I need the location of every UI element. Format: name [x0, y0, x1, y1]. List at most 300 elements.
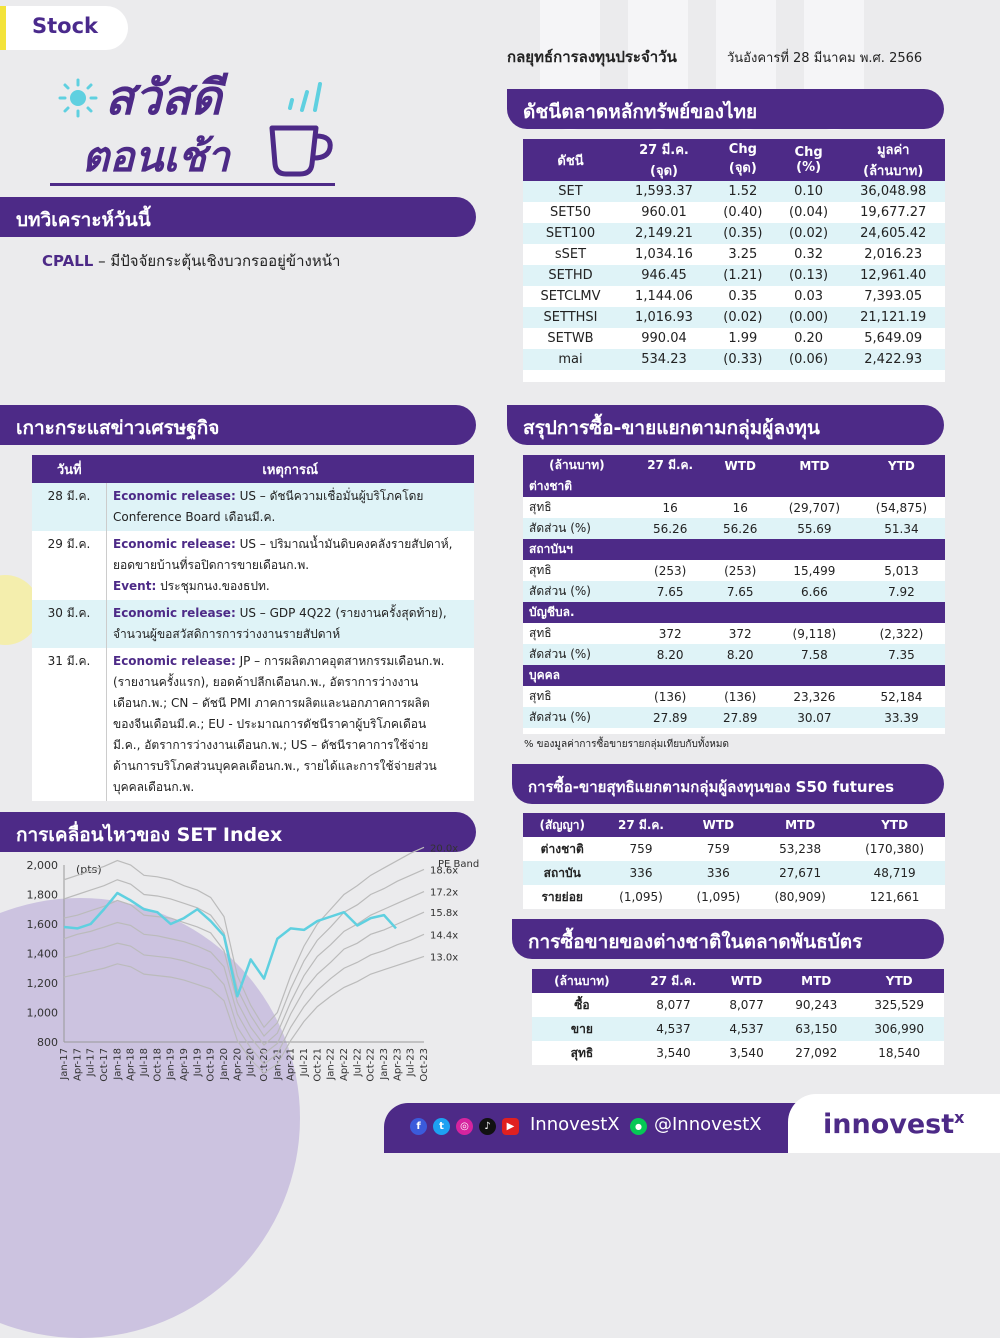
- table-cell: (0.02): [710, 307, 776, 328]
- table-cell: ซื้อ: [532, 993, 632, 1017]
- table-cell: SETWB: [523, 328, 618, 349]
- news-table: [32, 455, 474, 801]
- news-text: US – ปริมาณน้ำมันดิบคงคลังรายสัปดาห์,: [235, 537, 453, 551]
- news-row: [32, 531, 474, 600]
- thai-index-col: [841, 139, 945, 181]
- greeting-underline: [50, 183, 335, 186]
- table-cell: 2,422.93: [841, 349, 945, 370]
- table-cell: 8.20: [631, 644, 710, 665]
- flows-group-name: บัญชีบล.: [523, 602, 945, 623]
- table-cell: 960.01: [618, 202, 710, 223]
- pe-band-label: 15.8x: [430, 908, 459, 920]
- x-tick-label: Oct-17: [99, 1048, 110, 1082]
- set-index-chart: [14, 843, 494, 1095]
- x-tick-label: Apr-22: [339, 1048, 350, 1081]
- news-text: มี.ค., อัตราการว่างงานเดือนก.พ.; US – ดัชนีราคาการใช้จ่าย: [113, 738, 429, 752]
- table-cell: (136): [631, 686, 710, 707]
- news-event: [107, 531, 475, 600]
- table-cell: 56.26: [631, 518, 710, 539]
- table-cell: (2,322): [858, 623, 945, 644]
- table-cell: SETTHSI: [523, 307, 618, 328]
- thai-index-col-line1: Chg: [794, 145, 823, 160]
- x-tick-label: Jul-22: [352, 1048, 364, 1077]
- bonds-header-row: [532, 969, 944, 993]
- table-cell: 19,677.27: [841, 202, 945, 223]
- pe-band-line: [64, 934, 424, 1064]
- x-tick-label: Apr-17: [72, 1048, 84, 1081]
- table-cell: รายย่อย: [523, 885, 601, 909]
- news-text: ของจีนเดือนมี.ค.; EU - ประมาณการดัชนีราคาผู้บริโภคเดือน: [113, 717, 427, 731]
- pe-band-label: 13.0x: [430, 952, 459, 964]
- x-tick-label: Oct-20: [259, 1048, 270, 1082]
- news-text: ด้านการบริโภคส่วนบุคคลเดือนก.พ., รายได้และการใช้จ่ายส่วน: [113, 759, 437, 773]
- table-cell: 7.65: [631, 581, 710, 602]
- news-date: 30 มี.ค.: [32, 600, 107, 648]
- news-line: [113, 777, 468, 798]
- news-text: Conference Board เดือนมี.ค.: [113, 510, 276, 524]
- table-row: [532, 993, 944, 1017]
- news-text: ยอดขายบ้านที่รอปิดการขายเดือนก.พ.: [113, 558, 310, 572]
- table-cell: สุทธิ: [523, 497, 631, 518]
- table-row: [523, 223, 945, 244]
- table-cell: (1,095): [681, 885, 757, 909]
- table-cell: 3,540: [632, 1041, 715, 1065]
- table-cell: sSET: [523, 244, 618, 265]
- news-keyword: Event:: [113, 579, 157, 593]
- thai-index-col-line1: 27 มี.ค.: [639, 143, 689, 158]
- table-cell: ต่างชาติ: [523, 837, 601, 861]
- table-cell: 12,961.40: [841, 265, 945, 286]
- table-cell: 336: [601, 861, 680, 885]
- news-date: 28 มี.ค.: [32, 483, 107, 531]
- flows-group-row: [523, 539, 945, 560]
- table-cell: (136): [710, 686, 771, 707]
- analysis-text: – มีปัจจัยกระตุ้นเชิงบวกรออยู่ข้างหน้า: [93, 252, 341, 270]
- table-row: [532, 1017, 944, 1041]
- x-tick-label: Jan-20: [219, 1048, 230, 1080]
- table-row: [523, 837, 945, 861]
- table-cell: 27.89: [710, 707, 771, 728]
- x-tick-label: Jul-20: [245, 1048, 257, 1077]
- x-tick-label: Jan-17: [59, 1048, 70, 1080]
- table-cell: สุทธิ: [523, 623, 631, 644]
- flows-group-name: ต่างชาติ: [523, 476, 945, 497]
- table-cell: 336: [681, 861, 757, 885]
- table-cell: 759: [681, 837, 757, 861]
- news-line: [113, 756, 468, 777]
- table-cell: (0.00): [776, 307, 842, 328]
- table-cell: 7.92: [858, 581, 945, 602]
- futures-header-row: [523, 813, 945, 837]
- news-card: [32, 455, 474, 800]
- table-cell: 33.39: [858, 707, 945, 728]
- legend-title: PE Band: [438, 859, 480, 870]
- table-row: [523, 286, 945, 307]
- table-cell: สุทธิ: [532, 1041, 632, 1065]
- table-cell: สุทธิ: [523, 686, 631, 707]
- flows-col: YTD: [858, 455, 945, 476]
- futures-table: [523, 813, 945, 909]
- news-line: [113, 624, 468, 645]
- futures-col: WTD: [681, 813, 757, 837]
- table-cell: 15,499: [771, 560, 858, 581]
- table-cell: (0.40): [710, 202, 776, 223]
- header-date: วันอังคารที่ 28 มีนาคม พ.ศ. 2566: [727, 51, 923, 66]
- table-row: [523, 244, 945, 265]
- thai-index-col: [618, 139, 710, 181]
- x-tick-label: Apr-18: [125, 1048, 137, 1081]
- table-cell: 63,150: [778, 1017, 854, 1041]
- pe-band-line: [64, 912, 424, 1054]
- flows-row: [523, 707, 945, 728]
- table-row: [523, 328, 945, 349]
- table-cell: 27,092: [778, 1041, 854, 1065]
- facebook-icon[interactable]: f: [410, 1118, 427, 1135]
- table-cell: 8,077: [715, 993, 778, 1017]
- thai-index-col-line2: (จุด): [728, 161, 757, 176]
- table-cell: (0.02): [776, 223, 842, 244]
- news-line: [113, 603, 468, 624]
- table-cell: (1.21): [710, 265, 776, 286]
- youtube-icon[interactable]: ▶: [502, 1118, 519, 1135]
- news-date: 29 มี.ค.: [32, 531, 107, 600]
- news-title: เกาะกระแสข่าวเศรษฐกิจ: [0, 405, 476, 445]
- thai-index-col: [710, 139, 776, 181]
- table-cell: 51.34: [858, 518, 945, 539]
- y-tick-label: 1,800: [26, 888, 58, 902]
- bonds-col: 27 มี.ค.: [632, 969, 715, 993]
- flows-col: 27 มี.ค.: [631, 455, 710, 476]
- table-row: [523, 349, 945, 370]
- table-cell: 7.35: [858, 644, 945, 665]
- table-cell: 1,144.06: [618, 286, 710, 307]
- coffee-cup-icon: [268, 124, 340, 182]
- table-row: [532, 1041, 944, 1065]
- x-tick-label: Jan-22: [325, 1048, 337, 1080]
- innovestx-logo[interactable]: [823, 1108, 964, 1140]
- flows-group-name: สถาบันฯ: [523, 539, 945, 560]
- x-tick-label: Oct-22: [365, 1048, 377, 1082]
- thai-index-header-row: [523, 139, 945, 181]
- greeting-line1: สวัสดี: [105, 70, 222, 126]
- y-tick-label: 800: [37, 1036, 58, 1049]
- bonds-col: (ล้านบาท): [532, 969, 632, 993]
- table-cell: 7.58: [771, 644, 858, 665]
- thai-index-col-line1: ดัชนี: [557, 153, 584, 169]
- table-row: [523, 202, 945, 223]
- table-cell: 55.69: [771, 518, 858, 539]
- news-line: [113, 714, 468, 735]
- table-cell: (170,380): [844, 837, 945, 861]
- table-cell: สัดส่วน (%): [523, 581, 631, 602]
- bonds-card: [532, 969, 944, 1063]
- news-event: [107, 483, 475, 531]
- news-col-event: เหตุการณ์: [107, 455, 475, 483]
- table-cell: 36,048.98: [841, 181, 945, 202]
- flows-row: [523, 644, 945, 665]
- table-cell: (1,095): [601, 885, 680, 909]
- table-cell: 1.99: [710, 328, 776, 349]
- table-cell: 5,649.09: [841, 328, 945, 349]
- y-tick-label: 1,600: [26, 918, 58, 931]
- table-row: [523, 181, 945, 202]
- table-cell: (9,118): [771, 623, 858, 644]
- news-text: US – GDP 4Q22 (รายงานครั้งสุดท้าย),: [235, 606, 447, 620]
- table-cell: 53,238: [756, 837, 844, 861]
- table-cell: 1,034.16: [618, 244, 710, 265]
- table-cell: สัดส่วน (%): [523, 518, 631, 539]
- thai-index-table: [523, 139, 945, 370]
- flows-card: [523, 455, 945, 734]
- pe-band-label: 17.2x: [430, 887, 459, 899]
- table-cell: 306,990: [854, 1017, 944, 1041]
- pe-band-label: 14.4x: [430, 930, 459, 942]
- line-icon[interactable]: ●: [630, 1118, 647, 1135]
- thai-index-col-line1: มูลค่า: [876, 143, 910, 158]
- thai-index-card: [523, 139, 945, 382]
- news-text: เดือนก.พ.; CN – ดัชนี PMI ภาคการผลิตและนอกภาคการผลิต: [113, 696, 430, 710]
- table-cell: 0.03: [776, 286, 842, 307]
- news-keyword: Economic release:: [113, 489, 236, 503]
- table-cell: 23,326: [771, 686, 858, 707]
- x-tick-label: Jan-18: [112, 1048, 124, 1080]
- x-tick-label: Oct-23: [419, 1048, 430, 1082]
- table-cell: 21,121.19: [841, 307, 945, 328]
- x-tick-label: Apr-20: [232, 1048, 244, 1081]
- flows-col: MTD: [771, 455, 858, 476]
- pe-band-line: [64, 847, 424, 1027]
- analysis-ticker[interactable]: CPALL: [42, 252, 94, 270]
- table-cell: 7,393.05: [841, 286, 945, 307]
- thai-index-col: [523, 139, 618, 181]
- footer-handle1[interactable]: InnovestX: [530, 1114, 620, 1135]
- futures-title: การซื้อ-ขายสุทธิแยกตามกลุ่มผู้ลงทุนของ S50 futures: [512, 764, 944, 804]
- table-row: [523, 265, 945, 286]
- table-cell: SETCLMV: [523, 286, 618, 307]
- table-cell: 121,661: [844, 885, 945, 909]
- table-cell: 1.52: [710, 181, 776, 202]
- table-cell: สถาบัน: [523, 861, 601, 885]
- news-keyword: Economic release:: [113, 537, 236, 551]
- table-cell: 16: [710, 497, 771, 518]
- table-cell: (0.33): [710, 349, 776, 370]
- flows-group-row: [523, 602, 945, 623]
- table-cell: 8.20: [710, 644, 771, 665]
- pe-band-line: [64, 892, 424, 1045]
- news-line: [113, 672, 468, 693]
- table-cell: 1,593.37: [618, 181, 710, 202]
- table-cell: mai: [523, 349, 618, 370]
- news-date: 31 มี.ค.: [32, 648, 107, 801]
- futures-col: (สัญญา): [523, 813, 601, 837]
- table-cell: 759: [601, 837, 680, 861]
- table-cell: 3.25: [710, 244, 776, 265]
- table-cell: SET100: [523, 223, 618, 244]
- flows-group-row: [523, 476, 945, 497]
- news-event: [107, 600, 475, 648]
- flows-table: [523, 455, 945, 728]
- news-line: [113, 576, 468, 597]
- table-cell: 372: [710, 623, 771, 644]
- news-text: (รายงานครั้งแรก), ยอดค้าปลีกเดือนก.พ., อัตราการว่างงาน: [113, 675, 419, 689]
- set-chart-title: การเคลื่อนไหวของ SET Index: [0, 812, 476, 852]
- table-cell: 325,529: [854, 993, 944, 1017]
- table-cell: 990.04: [618, 328, 710, 349]
- bonds-title: การซื้อขายของต่างชาติในตลาดพันธบัตร: [512, 919, 944, 959]
- table-cell: 27,671: [756, 861, 844, 885]
- table-row: [523, 861, 945, 885]
- x-tick-label: Apr-21: [285, 1048, 297, 1081]
- news-event: [107, 648, 475, 801]
- flows-row: [523, 686, 945, 707]
- table-cell: 0.20: [776, 328, 842, 349]
- flows-row: [523, 497, 945, 518]
- thai-index-col-line2: (%): [796, 160, 822, 175]
- table-cell: 5,013: [858, 560, 945, 581]
- stock-tag: Stock: [0, 6, 128, 50]
- y-tick-label: 1,200: [26, 977, 58, 990]
- news-line: [113, 693, 468, 714]
- news-text: US – ดัชนีความเชื่อมั่นผู้บริโภคโดย: [235, 489, 424, 503]
- table-cell: 372: [631, 623, 710, 644]
- futures-col: YTD: [844, 813, 945, 837]
- x-tick-label: Jul-18: [139, 1048, 150, 1077]
- news-row: [32, 483, 474, 531]
- table-cell: ขาย: [532, 1017, 632, 1041]
- table-cell: 30.07: [771, 707, 858, 728]
- x-tick-label: Jan-21: [272, 1048, 284, 1080]
- table-cell: 3,540: [715, 1041, 778, 1065]
- news-text: ประชุมกนง.ของธปท.: [156, 579, 270, 593]
- instagram-icon[interactable]: ◎: [456, 1118, 473, 1135]
- flows-group-name: บุคคล: [523, 665, 945, 686]
- x-tick-label: Jul-17: [85, 1048, 97, 1077]
- table-cell: SETHD: [523, 265, 618, 286]
- table-cell: 18,540: [854, 1041, 944, 1065]
- flows-note: % ของมูลค่าการซื้อขายรายกลุ่มเทียบกับทั้งหมด: [524, 739, 729, 750]
- table-cell: 24,605.42: [841, 223, 945, 244]
- y-tick-label: 2,000: [26, 859, 58, 872]
- flows-col: (ล้านบาท): [523, 455, 631, 476]
- analysis-title: บทวิเคราะห์วันนี้: [0, 197, 476, 237]
- table-cell: 8,077: [632, 993, 715, 1017]
- table-cell: (29,707): [771, 497, 858, 518]
- news-keyword: Economic release:: [113, 654, 236, 668]
- table-cell: 16: [631, 497, 710, 518]
- pe-band-label: 20.0x: [430, 843, 459, 855]
- table-cell: สุทธิ: [523, 560, 631, 581]
- bonds-col: YTD: [854, 969, 944, 993]
- flows-header-row: [523, 455, 945, 476]
- bonds-table: [532, 969, 944, 1065]
- flows-col: WTD: [710, 455, 771, 476]
- table-cell: (0.13): [776, 265, 842, 286]
- table-cell: 52,184: [858, 686, 945, 707]
- x-tick-label: Oct-18: [152, 1048, 164, 1082]
- news-line: [113, 555, 468, 576]
- y-tick-label: 1,400: [26, 947, 58, 961]
- tiktok-icon[interactable]: ♪: [479, 1118, 496, 1135]
- sun-icon: [58, 78, 98, 118]
- x-tick-label: Jan-23: [379, 1048, 390, 1080]
- table-cell: สัดส่วน (%): [523, 707, 631, 728]
- flows-row: [523, 623, 945, 644]
- table-cell: (0.06): [776, 349, 842, 370]
- bonds-col: MTD: [778, 969, 854, 993]
- news-row: [32, 648, 474, 801]
- x-tick-label: Jul-21: [299, 1048, 310, 1077]
- table-cell: 4,537: [715, 1017, 778, 1041]
- table-cell: (0.35): [710, 223, 776, 244]
- twitter-icon[interactable]: t: [433, 1118, 450, 1135]
- logo-text: innovest: [823, 1109, 955, 1140]
- table-cell: 1,016.93: [618, 307, 710, 328]
- thai-index-col-line2: (จุด): [650, 164, 678, 179]
- news-row: [32, 600, 474, 648]
- bonds-col: WTD: [715, 969, 778, 993]
- table-cell: สัดส่วน (%): [523, 644, 631, 665]
- table-cell: (253): [631, 560, 710, 581]
- header-title: กลยุทธ์การลงทุนประจำวัน: [507, 48, 677, 66]
- footer-handle2[interactable]: @InnovestX: [654, 1114, 762, 1135]
- table-cell: (253): [710, 560, 771, 581]
- flows-group-row: [523, 665, 945, 686]
- thai-index-title: ดัชนีตลาดหลักทรัพย์ของไทย: [507, 89, 944, 129]
- table-cell: 0.32: [776, 244, 842, 265]
- news-line: [113, 486, 468, 507]
- greeting-line2: ตอนเช้า: [82, 132, 230, 181]
- table-cell: SET50: [523, 202, 618, 223]
- news-text: JP – การผลิตภาคอุตสาหกรรมเดือนก.พ.: [235, 654, 445, 668]
- table-row: [523, 307, 945, 328]
- thai-index-col-line2: (ล้านบาท): [863, 164, 924, 179]
- y-tick-label: 1,000: [26, 1006, 58, 1020]
- x-tick-label: Apr-23: [392, 1048, 404, 1081]
- x-tick-label: Oct-21: [312, 1048, 324, 1082]
- news-text: บุคคลเดือนก.พ.: [113, 780, 195, 794]
- table-cell: 2,149.21: [618, 223, 710, 244]
- futures-col: MTD: [756, 813, 844, 837]
- table-cell: (80,909): [756, 885, 844, 909]
- logo-x: x: [954, 1108, 965, 1127]
- news-line: [113, 735, 468, 756]
- flows-row: [523, 581, 945, 602]
- x-tick-label: Jul-19: [192, 1048, 204, 1077]
- table-cell: (54,875): [858, 497, 945, 518]
- table-cell: 0.10: [776, 181, 842, 202]
- x-tick-label: Jul-23: [405, 1048, 417, 1077]
- steam-icon: [282, 78, 332, 118]
- table-cell: 4,537: [632, 1017, 715, 1041]
- table-cell: 534.23: [618, 349, 710, 370]
- table-cell: 2,016.23: [841, 244, 945, 265]
- flows-row: [523, 560, 945, 581]
- x-tick-label: Oct-19: [205, 1048, 217, 1082]
- news-line: [113, 534, 468, 555]
- table-cell: 56.26: [710, 518, 771, 539]
- pe-band-label: 18.6x: [430, 865, 459, 877]
- analysis-line: [42, 249, 340, 273]
- news-line: [113, 507, 468, 528]
- news-line: [113, 651, 468, 672]
- y-axis-label: (pts): [76, 863, 102, 876]
- thai-index-col-line1: Chg: [728, 142, 757, 157]
- news-text: จำนวนผู้ขอสวัสดิการการว่างงานรายสัปดาห์: [113, 627, 341, 641]
- table-cell: (0.04): [776, 202, 842, 223]
- table-cell: 0.35: [710, 286, 776, 307]
- table-cell: 90,243: [778, 993, 854, 1017]
- table-cell: 6.66: [771, 581, 858, 602]
